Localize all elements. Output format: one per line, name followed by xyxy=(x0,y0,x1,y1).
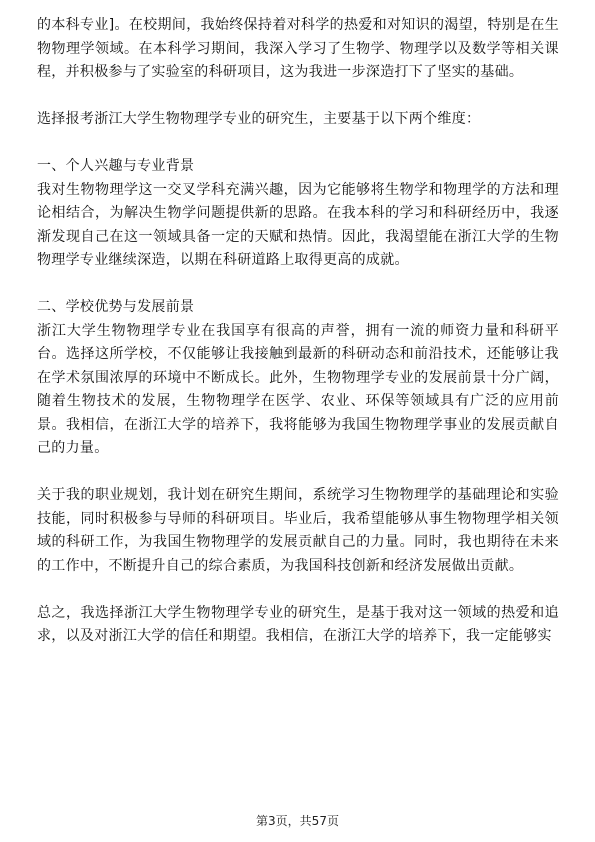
paragraph-gap xyxy=(37,461,559,485)
page-number-footer: 第3页，共57页 xyxy=(256,814,339,828)
document-body xyxy=(37,14,559,649)
paragraph-career-plan: 关于我的职业规划，我计划在研究生期间，系统学习生物物理学的基础理论和实验技能，同时积极参与导师的科研项目。毕业后，我希望能够从事生物物理学相关领域的科研工作，为我国生物物理学的发展贡献自己的力量。同时，我也期待在未来的工作中，不断提升自己的综合素质，为我国科技创新和经济发展做出贡献。 xyxy=(37,487,559,574)
paragraph-reasons-intro: 选择报考浙江大学生物物理学专业的研究生，主要基于以下两个维度： xyxy=(37,111,481,127)
paragraph-intro-continued: 的本科专业]。在校期间，我始终保持着对科学的热爱和对知识的渴望，特别是在生物物理学领域。在本科学习期间，我深入学习了生物学、物理学以及数学等相关课程，并积极参与了实验室的科研项目，这为我进一步深造打下了坚实的基础。 xyxy=(37,17,559,80)
paragraph-gap xyxy=(37,85,559,109)
section-heading-interest: 一、个人兴趣与专业背景 xyxy=(37,158,195,174)
paragraph-gap xyxy=(37,273,559,297)
paragraph-gap xyxy=(37,132,559,156)
paragraph-conclusion: 总之，我选择浙江大学生物物理学专业的研究生，是基于我对这一领域的热爱和追求，以及对浙江大学的信任和期望。我相信，在浙江大学的培养下，我一定能够实 xyxy=(37,604,559,644)
section-heading-school: 二、学校优势与发展前景 xyxy=(37,299,195,315)
paragraph-school: 浙江大学生物物理学专业在我国享有很高的声誉，拥有一流的师资力量和科研平台。选择这所学校，不仅能够让我接触到最新的科研动态和前沿技术，还能够让我在学术氛围浓厚的环境中不断成长。此外，生物物理学专业的发展前景十分广阔，随着生物技术的发展，生物物理学在医学、农业、环保等领域具有广泛的应用前景。我相信，在浙江大学的培养下，我将能够为我国生物物理学事业的发展贡献自己的力量。 xyxy=(37,322,559,456)
paragraph-interest: 我对生物物理学这一交叉学科充满兴趣，因为它能够将生物学和物理学的方法和理论相结合，为解决生物学问题提供新的思路。在我本科的学习和科研经历中，我逐渐发现自己在这一领域具备一定的天赋和热情。因此，我渴望能在浙江大学的生物物理学专业继续深造，以期在科研道路上取得更高的成就。 xyxy=(37,181,559,268)
paragraph-gap xyxy=(37,578,559,602)
